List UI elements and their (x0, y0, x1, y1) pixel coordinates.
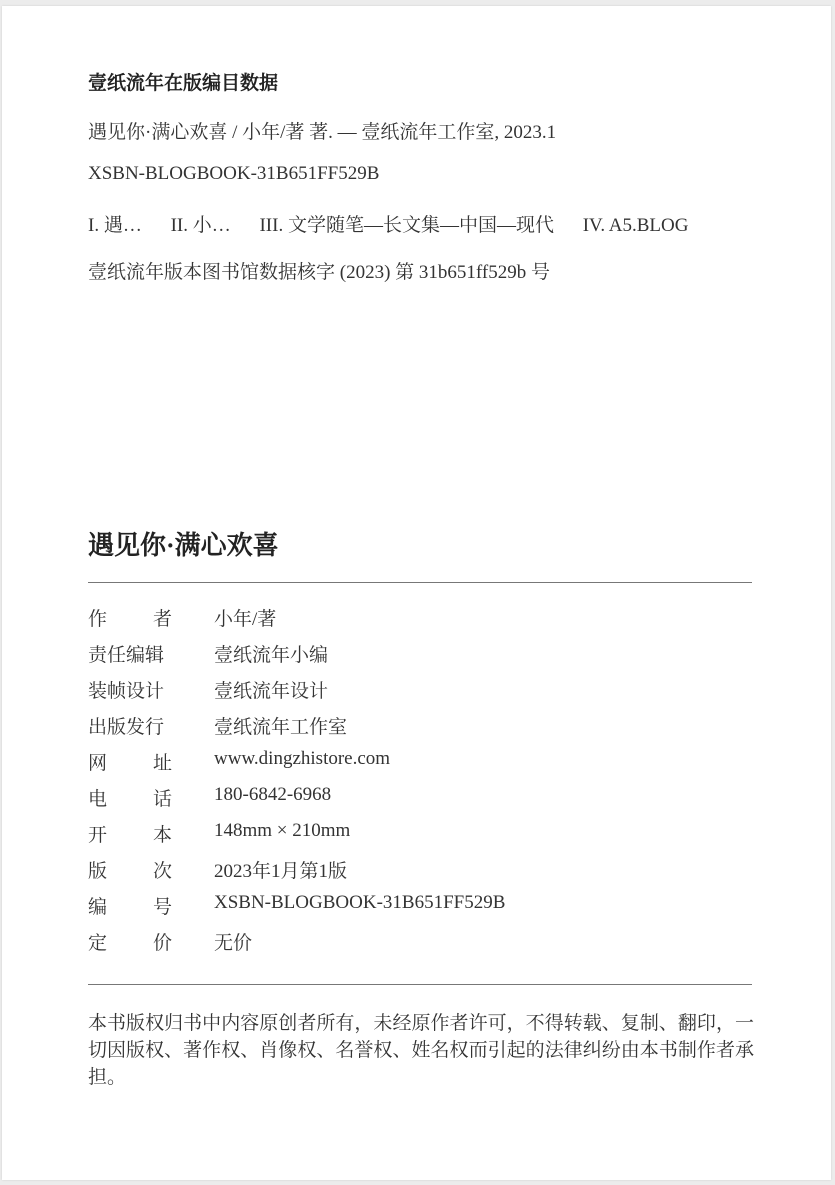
label-char: 编 (88, 897, 108, 918)
info-value: 壹纸流年工作室 (214, 717, 348, 738)
info-value: 壹纸流年小编 (214, 645, 329, 666)
cip-class-2: II. 小… (170, 215, 231, 236)
label-char: 者 (152, 609, 172, 630)
info-label (88, 928, 172, 955)
info-label (88, 748, 172, 775)
label-char: 址 (152, 753, 172, 774)
label-char: 定 (88, 933, 108, 954)
label-char: 话 (152, 789, 172, 810)
label-char: 开 (88, 825, 108, 846)
info-label (88, 820, 172, 847)
label-char: 作 (88, 609, 108, 630)
divider-top (88, 582, 752, 583)
copyright-page (2, 6, 831, 1180)
info-label (88, 640, 172, 667)
label-char: 网 (88, 753, 108, 774)
info-value: 小年/著 (214, 609, 277, 630)
label-char: 本 (152, 825, 172, 846)
cip-class-4: IV. A5.BLOG (582, 215, 689, 236)
info-label (88, 892, 172, 919)
label-text: 装帧设计 (88, 681, 165, 702)
info-label (88, 784, 172, 811)
website-link[interactable]: www.dingzhistore.com (214, 748, 391, 769)
info-value: 148mm × 210mm (214, 820, 351, 841)
label-char: 价 (152, 933, 172, 954)
cip-classification (88, 210, 688, 237)
cip-isbn-line: XSBN-BLOGBOOK-31B651FF529B (88, 163, 380, 184)
info-label (88, 604, 172, 631)
cip-class-3: III. 文学随笔—长文集—中国—现代 (259, 215, 554, 236)
info-value: XSBN-BLOGBOOK-31B651FF529B (214, 892, 506, 913)
info-label (88, 676, 172, 703)
label-char: 次 (152, 861, 172, 882)
label-text: 出版发行 (88, 717, 165, 738)
label-text: 责任编辑 (88, 645, 165, 666)
info-value: 2023年1月第1版 (214, 861, 348, 882)
cip-title-line: 遇见你·满心欢喜 / 小年/著 著. — 壹纸流年工作室, 2023.1 (88, 122, 557, 143)
copyright-notice: 本书版权归书中内容原创者所有，未经原作者许可，不得转载、复制、翻印，一切因版权、著作权、肖像权、名誉权、姓名权而引起的法律纠纷由本书制作者承担。 (88, 1013, 754, 1088)
cip-heading: 壹纸流年在版编目数据 (88, 73, 279, 94)
info-label (88, 856, 172, 883)
cip-class-1: I. 遇… (88, 215, 142, 236)
cip-verification-line: 壹纸流年版本图书馆数据核字 (2023) 第 31b651ff529b 号 (88, 262, 550, 283)
info-value: 180-6842-6968 (214, 784, 332, 805)
info-value: 壹纸流年设计 (214, 681, 329, 702)
info-value: 无价 (214, 933, 253, 954)
book-title: 遇见你·满心欢喜 (88, 531, 279, 560)
label-char: 电 (88, 789, 108, 810)
divider-bottom (88, 984, 752, 985)
label-char: 版 (88, 861, 108, 882)
info-label (88, 712, 172, 739)
label-char: 号 (152, 897, 172, 918)
